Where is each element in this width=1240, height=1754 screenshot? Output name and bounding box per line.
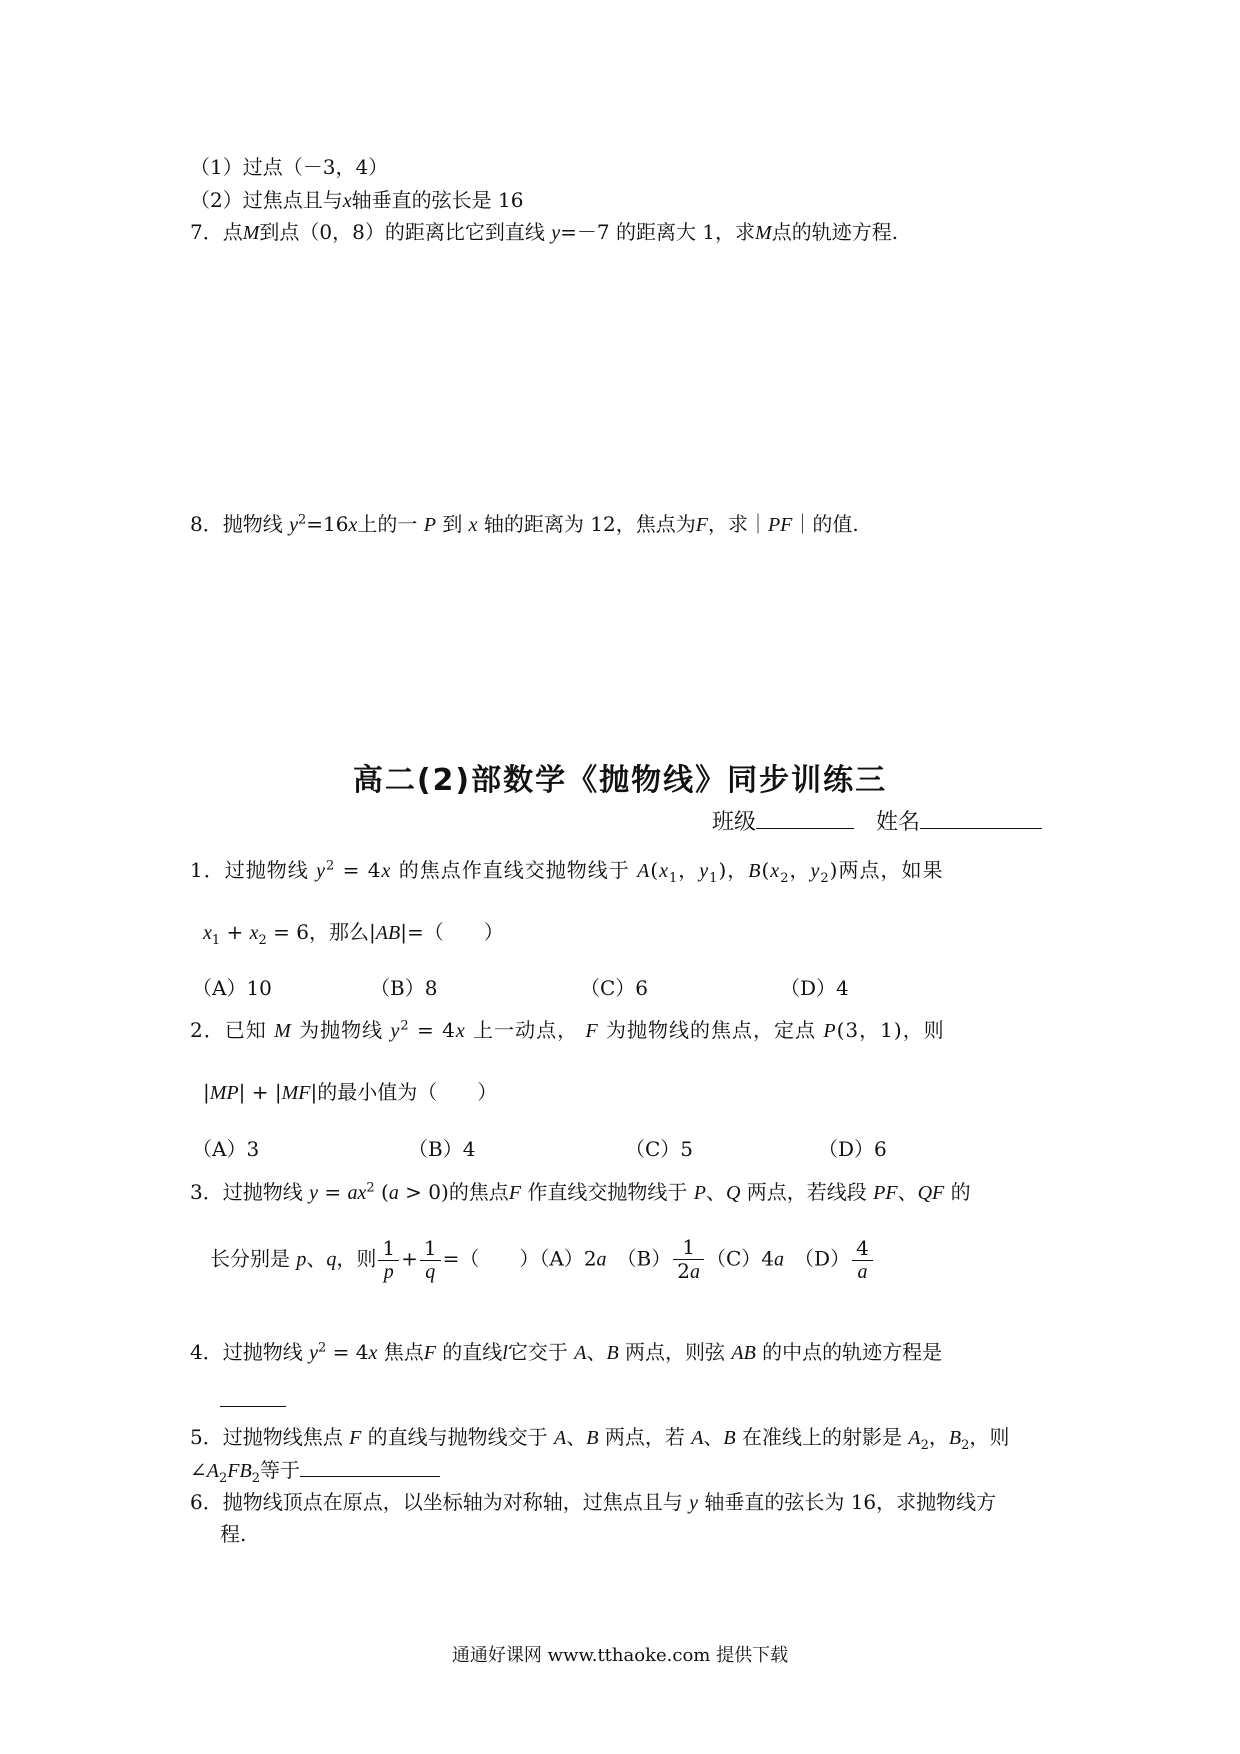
q2-option-d: （D）6 [818, 1137, 887, 1161]
question-3: 3．过抛物线 $y = ax^2$ (a > 0)的焦点F 作直线交抛物线于 P、Q 两点，若线段 PF、QF 的 [190, 1180, 971, 1204]
q2-option-a: （A）3 [192, 1137, 260, 1161]
class-name-line: 班级 姓名 [712, 808, 1042, 836]
question-5: 5．过抛物线焦点 F 的直线与抛物线交于 A、B 两点，若 A、B 在准线上的射影是 $A_2$，$B_2$，则 [190, 1425, 1010, 1453]
question-1-cont: $x_1 + x_2 = 6$，那么|AB|=（ ） [203, 920, 504, 948]
q1-option-a: （A）10 [192, 976, 272, 1000]
question-8: 8．抛物线 $y^2=16x$上的一 P 到 x 轴的距离为 12，焦点为F，求｜PF｜的值. [190, 512, 859, 536]
q4-answer-blank [220, 1386, 286, 1412]
question-2-cont: |MP| + |MF|的最小值为（ ） [203, 1080, 498, 1104]
q2-option-c: （C）5 [625, 1137, 694, 1161]
question-6-cont: 程. [220, 1522, 247, 1546]
q1-option-c: （C）6 [580, 976, 649, 1000]
question-6: 6．抛物线顶点在原点，以坐标轴为对称轴，过焦点且与 y 轴垂直的弦长为 16，求抛物线方 [190, 1490, 997, 1514]
sub-question-2: （2）过焦点且与x轴垂直的弦长是 16 [190, 188, 524, 212]
question-2: 2．已知 M 为抛物线 $y^2 = 4x$ 上一动点， F 为抛物线的焦点，定点 P(3，1)，则 [190, 1018, 945, 1042]
question-1: 1．过抛物线 $y^2 = 4x$ 的焦点作直线交抛物线于 $A(x_1$，$y_1$)，$B(x_2$，$y_2$)两点，如果 [190, 858, 944, 886]
question-5-cont: $\angle A_2FB_2$等于 [190, 1456, 440, 1483]
question-4: 4．过抛物线 $y^2 = 4x$ 焦点F 的直线l它交于 A、B 两点，则弦 AB 的中点的轨迹方程是 [190, 1340, 943, 1364]
question-3-cont: 长分别是 p、q，则 $\frac{1}{p}$ + $\frac{1}{q}$ =（ ）（A）2a （B） $\frac{1}{2a}$ （C）4a （D） $\frac{4}{a}$ [210, 1236, 875, 1284]
q1-option-b: （B）8 [370, 976, 438, 1000]
q1-option-d: （D）4 [780, 976, 849, 1000]
q2-option-b: （B）4 [408, 1137, 476, 1161]
sub-question-1: （1）过点（－3，4） [190, 155, 389, 179]
worksheet-title: 高二(2)部数学《抛物线》同步训练三 [352, 763, 888, 798]
footer-credit: 通通好课网 www.tthaoke.com 提供下载 [451, 1645, 789, 1666]
question-7: 7．点M到点（0，8）的距离比它到直线 y=－7 的距离大 1，求M点的轨迹方程. [190, 220, 899, 244]
